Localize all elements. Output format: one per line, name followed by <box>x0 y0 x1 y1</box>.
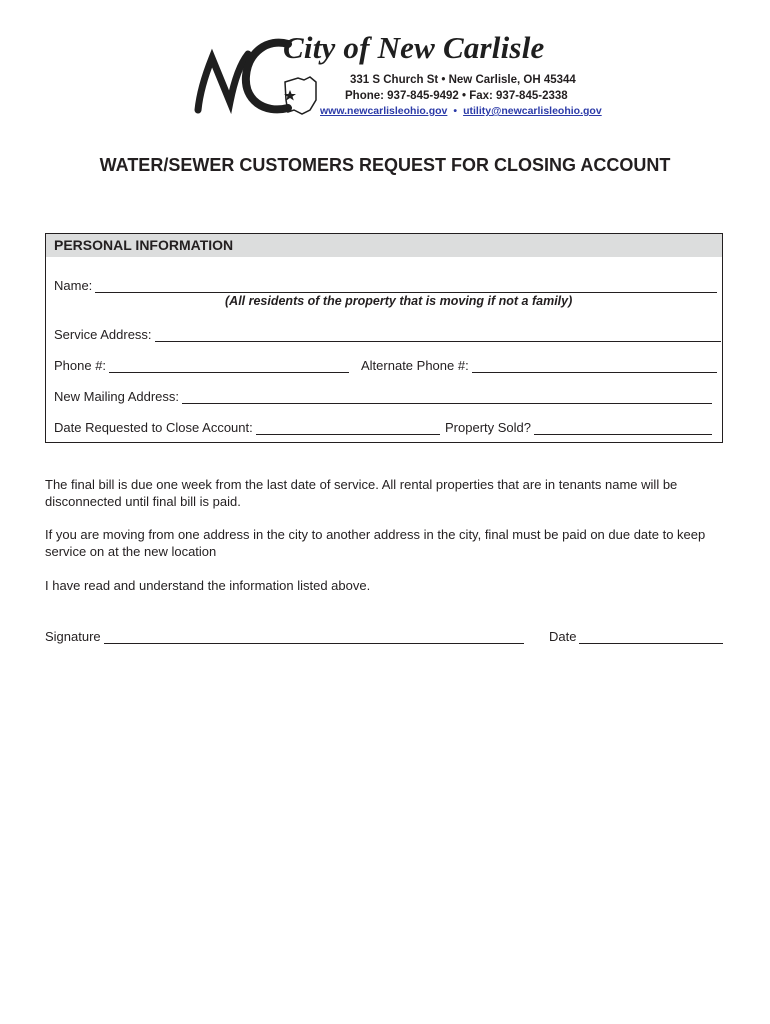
property-sold-label: Property Sold? <box>445 420 531 435</box>
link-separator: • <box>453 105 458 117</box>
signature-label: Signature <box>45 629 101 644</box>
mailing-address-label: New Mailing Address: <box>54 389 179 404</box>
email-link[interactable]: utility@newcarlisleohio.gov <box>463 105 602 117</box>
organization-name: City of New Carlisle <box>283 30 545 65</box>
document-title: WATER/SEWER CUSTOMERS REQUEST FOR CLOSING ACCOUNT <box>99 155 671 175</box>
signature-field[interactable] <box>104 632 524 644</box>
phone-field[interactable] <box>109 361 349 373</box>
property-sold-field[interactable] <box>534 423 712 435</box>
date-row <box>549 629 723 644</box>
signature-row <box>45 629 524 644</box>
acknowledgement-text: I have read and understand the information listed above. <box>45 578 371 593</box>
alternate-phone-field[interactable] <box>472 361 717 373</box>
phone-row <box>54 358 349 373</box>
mailing-address-row <box>54 389 712 404</box>
property-sold-row <box>445 420 712 435</box>
name-field[interactable] <box>95 281 717 293</box>
date-label: Date <box>549 629 577 644</box>
close-date-field[interactable] <box>256 423 440 435</box>
section-heading: PERSONAL INFORMATION <box>46 234 722 257</box>
organization-address: 331 S Church St • New Carlisle, OH 45344 <box>350 74 576 86</box>
moving-paragraph: If you are moving from one address in the city to another address in the city, final must be paid on due date to keep service on at the new location <box>45 527 706 559</box>
close-date-label: Date Requested to Close Account: <box>54 420 253 435</box>
contact-links <box>320 105 602 117</box>
name-row <box>54 278 717 293</box>
organization-phone-fax: Phone: 937-845-9492 • Fax: 937-845-2338 <box>345 90 568 102</box>
name-label: Name: <box>54 278 93 293</box>
alternate-phone-row <box>361 358 717 373</box>
mailing-address-field[interactable] <box>182 392 712 404</box>
service-address-label: Service Address: <box>54 327 152 342</box>
date-field[interactable] <box>579 632 723 644</box>
final-bill-paragraph: The final bill is due one week from the last date of service. All rental properties that are in tenants name will be disconnected until final bill is paid. <box>45 477 678 509</box>
phone-label: Phone #: <box>54 358 107 373</box>
website-link[interactable]: www.newcarlisleohio.gov <box>320 105 448 117</box>
alternate-phone-label: Alternate Phone #: <box>361 358 469 373</box>
name-note: (All residents of the property that is moving if not a family) <box>225 294 573 308</box>
service-address-field[interactable] <box>155 330 721 342</box>
service-address-row <box>54 327 721 342</box>
close-date-row <box>54 420 440 435</box>
